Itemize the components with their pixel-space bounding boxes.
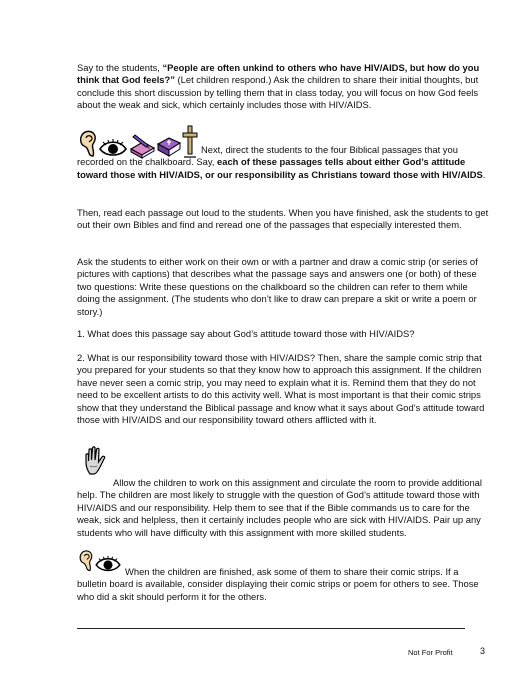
footer-divider — [77, 628, 465, 629]
assignment-paragraph: Ask the students to either work on their own or with a partner and draw a comic strip (or series of pictures with captions) that describes what the passage says and answers one (or both) of these two questions: Write these questions on the chalkboard so the children can refer to them while doing the assignment. (The students who don’t like to draw can prepare a skit or write a poem or story.) — [77, 256, 478, 317]
directions-text: Next, direct the students to the four Biblical passages that you recorded on the chalkboard. Say, — [77, 144, 458, 168]
sharing-text: When the children are finished, ask some of them to share their comic strips. If a bulletin board is available, consider displaying their comic strips or poem for others to see. Those who did a skit should perform it for the others. — [77, 566, 479, 602]
circulate-text: Allow the children to work on this assignment and circulate the room to provide additional help. The children are most likely to struggle with the question of God’s attitude toward those with HIV/AIDS and our responsibility. Help them to see that if the Bible commands us to care for the weak, sick and helpless, then it certainly includes people who are sick with HIV/AIDS. Pair up any students who will have difficulty with this assignment with more skilled students. — [77, 477, 482, 538]
question-2: 2. What is our responsibility toward those with HIV/AIDS? Then, share the sample comic strip that you prepared for your students so that they know how to approach this assignment. If the children have never seen a comic strip, you may need to explain what it is. Remind them that they do not need to be excellent artists to do this activity well. What is most important is that their comic strips show that they understand the Biblical passage and know what it says about God’s attitude toward those with HIV/AIDS and our responsibility toward others afflicted with it. — [77, 352, 485, 426]
intro-text: Say to the students, — [77, 62, 163, 73]
sharing-paragraph — [77, 566, 489, 603]
directions-quote: each of these passages tells about either God’s attitude toward those with HIV/AIDS, or our responsibility as Christians toward those with HIV/AIDS — [77, 156, 483, 180]
page-number: 3 — [480, 646, 486, 656]
footer-label: Not For Profit — [408, 648, 453, 657]
directions-period: . — [482, 168, 486, 180]
circulate-paragraph — [77, 477, 489, 539]
question-1: 1. What does this passage say about God’s attitude toward those with HIV/AIDS? — [77, 328, 415, 339]
directions-paragraph — [77, 144, 489, 181]
intro-paragraph — [77, 62, 489, 112]
reading-paragraph: Then, read each passage out loud to the students. When you have finished, ask the students to get out their own Bibles and find and reread one of the passages that especially interested them. — [77, 207, 489, 231]
intro-text-continued: (Let children respond.) Ask the children to share their initial thoughts, but conclude this short discussion by telling them that in class today, you will focus on how God feels about the weak and sick, which certainly includes those with HIV/AIDS. — [77, 74, 479, 111]
hand-icon — [83, 446, 109, 476]
intro-quote: “People are often unkind to others who have HIV/AIDS, but how do you think that God feels?” — [77, 62, 480, 86]
